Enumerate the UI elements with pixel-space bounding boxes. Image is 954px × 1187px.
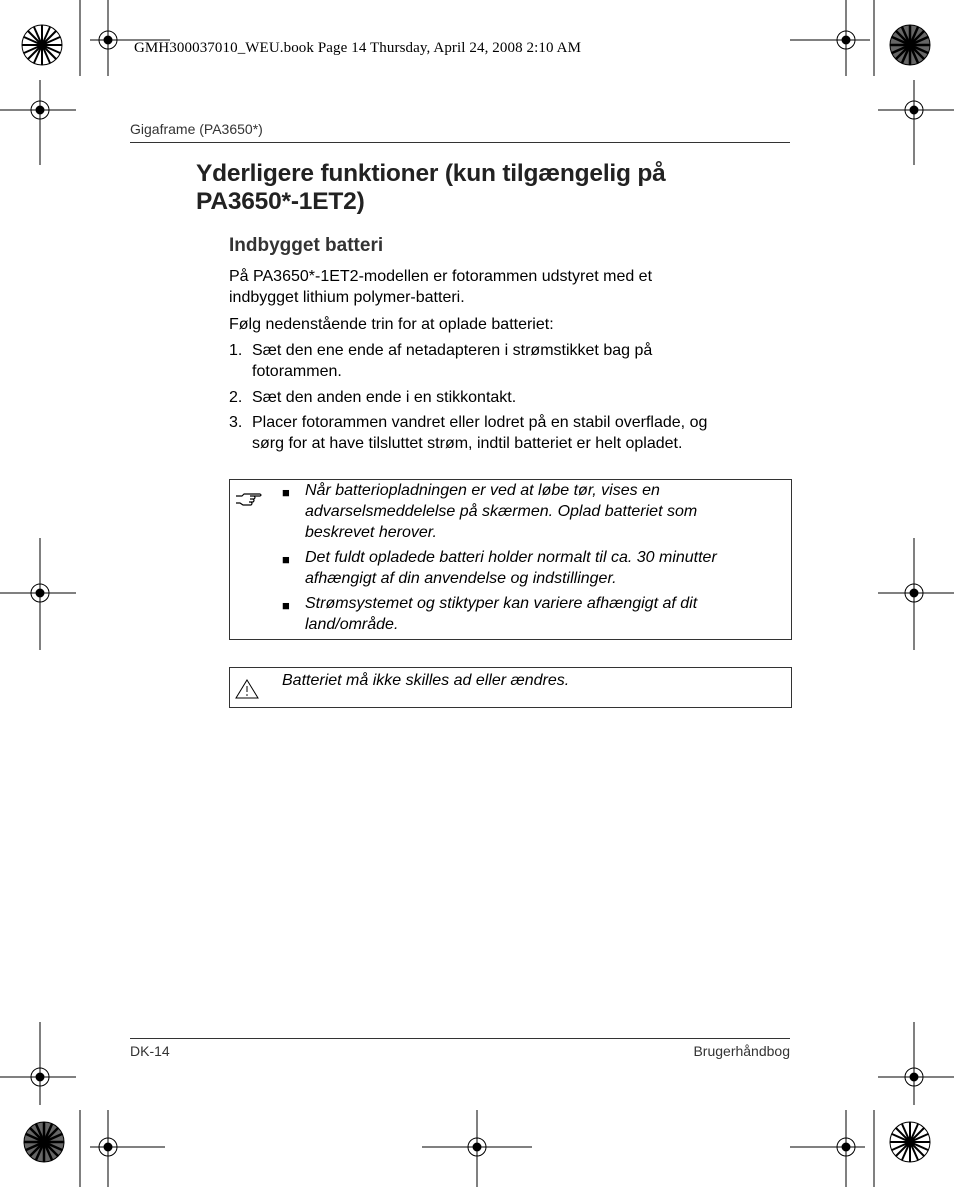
starburst-mark-icon <box>890 25 930 65</box>
registration-mark-icon <box>790 0 870 76</box>
step-text-line: fotorammen. <box>252 363 342 380</box>
bullet-square-icon: ■ <box>282 485 290 500</box>
intro-line-1: På PA3650*-1ET2-modellen er fotorammen udstyret med et <box>229 268 653 285</box>
registration-mark-icon <box>878 538 954 650</box>
registration-mark-icon <box>0 80 76 165</box>
step-text-line: Sæt den anden ende i en stikkontakt. <box>252 389 517 406</box>
note-text-line: advarselsmeddelelse på skærmen. Oplad batteriet som <box>305 503 698 520</box>
note-text-line: beskrevet herover. <box>305 524 437 541</box>
instruction-text: Følg nedenstående trin for at oplade batteriet: <box>229 316 554 333</box>
step-text-line: Sæt den ene ende af netadapteren i strømstikket bag på <box>252 342 653 359</box>
step-number: 3. <box>229 414 243 431</box>
starburst-mark-icon <box>890 1122 930 1162</box>
registration-mark-icon <box>90 1110 165 1187</box>
registration-mark-icon <box>422 1110 532 1187</box>
bullet-square-icon: ■ <box>282 598 290 613</box>
intro-line-2: indbygget lithium polymer-batteri. <box>229 289 465 306</box>
running-header: Gigaframe (PA3650*) <box>130 121 263 137</box>
registration-mark-icon <box>0 1022 76 1105</box>
registration-mark-icon <box>790 1110 865 1187</box>
step-number: 1. <box>229 342 243 359</box>
bullet-square-icon: ■ <box>282 552 290 567</box>
starburst-mark-icon <box>22 25 62 65</box>
registration-mark-icon <box>0 538 76 650</box>
note-text-line: Det fuldt opladede batteri holder normalt til ca. 30 minutter <box>305 549 717 566</box>
note-text-line: land/område. <box>305 616 399 633</box>
step-number: 2. <box>229 389 243 406</box>
footer-title: Brugerhåndbog <box>693 1043 790 1059</box>
note-text-line: Når batteriopladningen er ved at løbe tør, vises en <box>305 482 660 499</box>
note-text-line: afhængigt af din anvendelse og indstillinger. <box>305 570 617 587</box>
step-text-line: sørg for at have tilsluttet strøm, indtil batteriet er helt opladet. <box>252 435 683 452</box>
print-slug: GMH300037010_WEU.book Page 14 Thursday, April 24, 2008 2:10 AM <box>134 40 582 56</box>
registration-mark-icon <box>90 0 170 76</box>
caution-text: Batteriet må ikke skilles ad eller ændres. <box>282 672 570 689</box>
page-title-line-1: Yderligere funktioner (kun tilgængelig på <box>196 160 666 187</box>
step-text-line: Placer fotorammen vandret eller lodret på en stabil overflade, og <box>252 414 708 431</box>
starburst-mark-icon <box>24 1122 64 1162</box>
page-title-line-2: PA3650*-1ET2) <box>196 188 365 215</box>
section-heading: Indbygget batteri <box>229 235 384 256</box>
note-text-line: Strømsystemet og stiktyper kan variere afhængigt af dit <box>305 595 698 612</box>
registration-mark-icon <box>878 1022 954 1105</box>
registration-mark-icon <box>878 80 954 165</box>
page-number: DK-14 <box>130 1043 170 1059</box>
